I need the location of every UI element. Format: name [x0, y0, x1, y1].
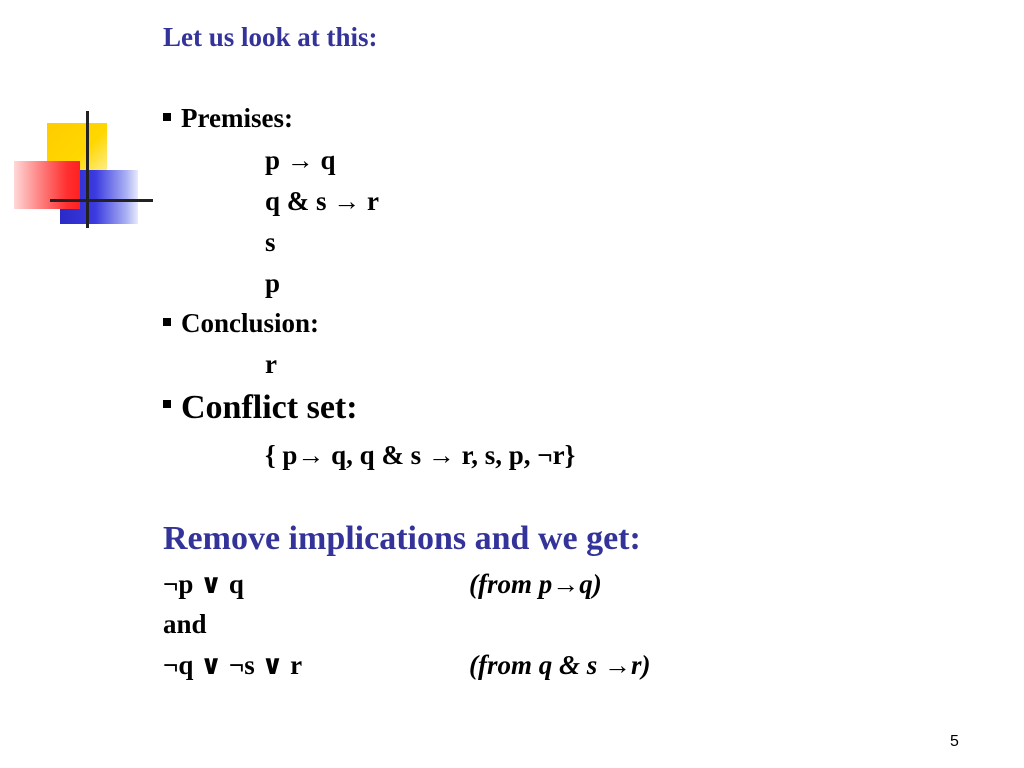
remove-implications-heading: Remove implications and we get:	[163, 520, 641, 557]
premises-bullet	[163, 103, 293, 134]
clause-2-note: (from q & s →r)	[469, 650, 651, 680]
decorative-squares	[0, 0, 160, 240]
conclusion-label: Conclusion:	[181, 308, 320, 338]
premise-3: s	[265, 227, 276, 257]
horizontal-line	[50, 199, 153, 202]
page-number: 5	[950, 733, 959, 750]
clause-2: ¬q ∨ ¬s ∨ r	[163, 650, 303, 680]
premises-label: Premises:	[181, 103, 293, 133]
clause-1-note: (from p→q)	[469, 569, 602, 599]
square-bullet-icon	[163, 318, 171, 326]
premise-4: p	[265, 268, 281, 298]
conclusion-value: r	[265, 349, 277, 379]
conflict-set: { p→ q, q & s → r, s, p, ¬r}	[265, 440, 576, 470]
conflict-bullet	[163, 389, 358, 427]
conclusion-bullet	[163, 308, 319, 339]
vertical-line	[86, 111, 89, 228]
square-bullet-icon	[163, 113, 171, 121]
square-bullet-icon	[163, 400, 171, 408]
clause-1: ¬p ∨ q	[163, 569, 244, 599]
premise-1: p → q	[265, 145, 336, 175]
premise-2: q & s → r	[265, 186, 379, 216]
slide-heading: Let us look at this:	[163, 22, 378, 52]
and-text: and	[163, 609, 207, 639]
conflict-label: Conflict set:	[181, 389, 358, 426]
